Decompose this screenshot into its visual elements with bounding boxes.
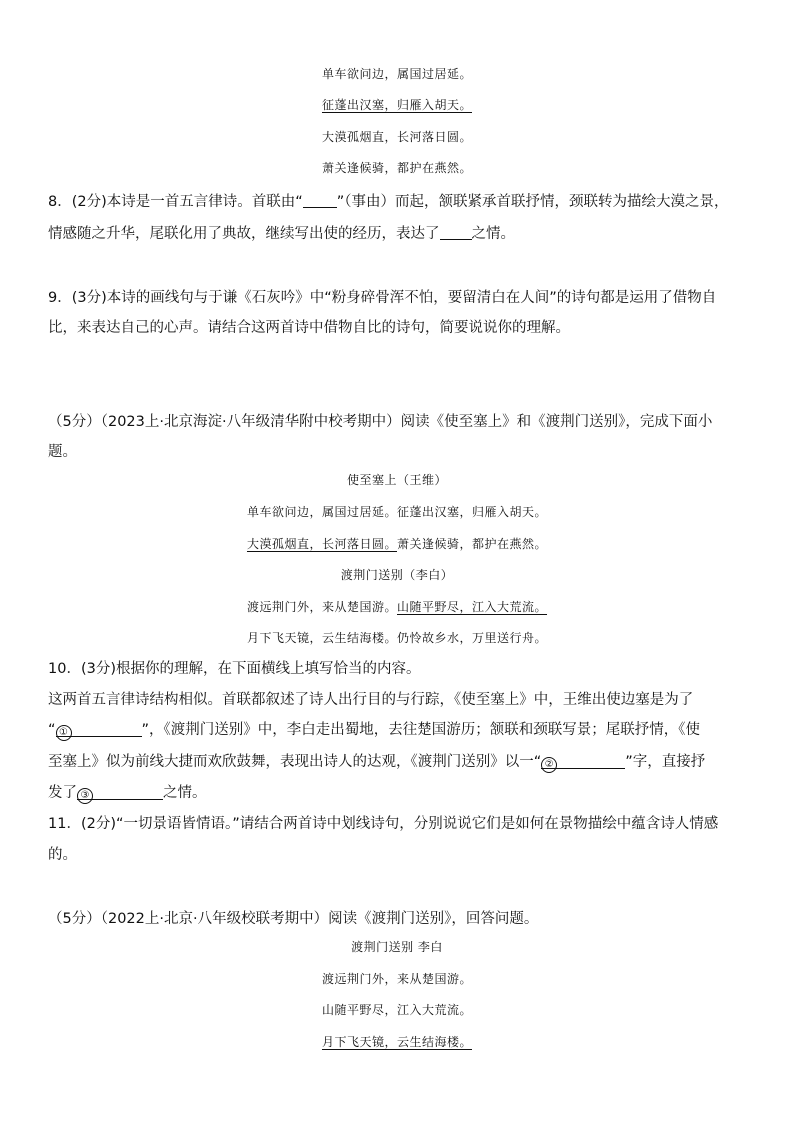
shizhisaishang-line-1: 单车欲问边，属国过居延。征蓬出汉塞，归雁入胡天。 (246, 505, 547, 519)
question-11-line-1: 11．(2分)“一切景语皆情语。”请结合两首诗中划线诗句，分别说说它们是如何在景物描绘中蕴含诗人情感 (48, 816, 719, 832)
poem-line-2 (0, 96, 794, 114)
section-2-heading-line-2: 题。 (48, 444, 77, 460)
question-10-line-4: 至塞上》似为前线大捷而欢欣鼓舞，表现出诗人的达观，《渡荆门送别》以一“ ② ”字，直接抒 (48, 752, 705, 772)
marker-3: ③ (77, 788, 93, 804)
question-10-line-1: 10．(3分)根据你的理解，在下面横线上填写恰当的内容。 (48, 661, 421, 677)
answer-blank-3[interactable] (77, 785, 163, 800)
section-3-heading: （5分）（2022上·北京·八年级校联考期中）阅读《渡荆门送别》，回答问题。 (48, 911, 539, 927)
question-9-line-2: 比，来表达自己的心声。请结合这两首诗中借物自比的诗句，简要说说你的理解。 (48, 320, 570, 336)
question-8-line-2: 情感随之升华，尾联化用了典故，继续写出使的经历，表达了 之情。 (48, 226, 515, 242)
question-9-line-1: 9．(3分)本诗的画线句与于谦《石灰吟》中“粉身碎骨浑不怕，要留清白在人间”的诗句都是运用了借物自 (48, 290, 717, 306)
poem-line-3: 大漠孤烟直，长河落日圆。 (321, 130, 472, 144)
poem-title-shizhisaishang: 使至塞上（王维） (346, 473, 447, 487)
poem-line-1: 单车欲问边，属国过居延。 (321, 67, 472, 81)
dujingmen2-line-2: 山随平野尽，江入大荒流。 (321, 1003, 472, 1017)
dujingmen-line-2: 月下飞天镜，云生结海楼。仍怜故乡水，万里送行舟。 (246, 631, 547, 645)
marker-2: ② (541, 757, 557, 773)
underlined-poem-line: 征蓬出汉塞，归雁入胡天。 (321, 98, 472, 112)
poem-title-dujingmen: 渡荆门送别（李白） (340, 568, 454, 582)
answer-blank[interactable] (440, 225, 472, 240)
question-10-line-3: “ ① ”，《渡荆门送别》中，李白走出蜀地，去往楚国游历；颔联和颈联写景；尾联抒情，《使 (48, 720, 700, 740)
marker-1: ① (56, 725, 72, 741)
dujingmen2-line-1: 渡远荆门外，来从楚国游。 (321, 972, 472, 986)
dujingmen2-line-3 (0, 1033, 794, 1051)
section-2-heading-line-1: （5分）（2023上·北京海淀·八年级清华附中校考期中）阅读《使至塞上》和《渡荆门送别》，完成下面小 (48, 414, 713, 430)
question-11-line-2: 的。 (48, 847, 77, 863)
question-10-line-2: 这两首五言律诗结构相似。首联都叙述了诗人出行目的与行踪，《使至塞上》中，王维出使边塞是为了 (48, 692, 694, 708)
dujingmen-line-1: 渡远荆门外，来从楚国游。山随平野尽，江入大荒流。 (246, 600, 548, 614)
question-10-line-5: 发了 ③ 之情。 (48, 783, 207, 803)
shizhisaishang-line-2: 大漠孤烟直，长河落日圆。萧关逢候骑，都护在燕然。 (246, 537, 548, 551)
underlined-poem-line: 月下飞天镜，云生结海楼。 (321, 1035, 472, 1049)
poem-line-4: 萧关逢候骑，都护在燕然。 (321, 161, 472, 175)
underlined-poem-line: 大漠孤烟直，长河落日圆。 (246, 537, 397, 551)
answer-blank-1[interactable] (56, 722, 142, 737)
question-8-line-1: 8．(2分)本诗是一首五言律诗。首联由“ ”（事由）而起，颔联紧承首联抒情，颈联转为描绘大漠之景， (48, 194, 729, 210)
poem-title-dujingmen-2: 渡荆门送别 李白 (351, 940, 443, 954)
underlined-poem-line: 山随平野尽，江入大荒流。 (397, 600, 548, 614)
answer-blank[interactable] (303, 193, 337, 208)
answer-blank-2[interactable] (541, 754, 625, 769)
